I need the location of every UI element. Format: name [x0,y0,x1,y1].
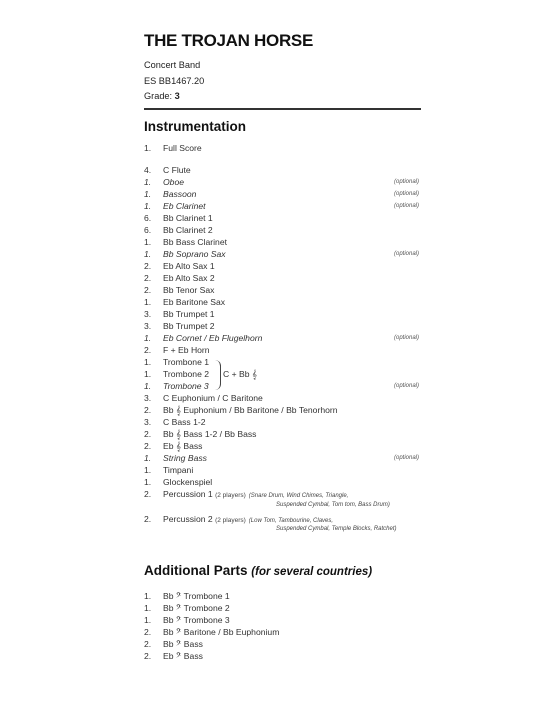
part-count: 3. [144,321,152,331]
part-name: Timpani [163,465,194,475]
part-name: C Euphonium / C Baritone [163,393,263,403]
optional-label: (optional) [394,455,420,461]
part-count: 1. [144,357,152,367]
part-name: C Flute [163,165,191,175]
optional-label: (optional) [394,383,420,389]
percussion-details: (Low Tom, Tambourine, Claves, [248,518,334,524]
part-name: Trombone 2 [163,369,210,379]
part-name: Eb Alto Sax 1 [163,261,215,271]
optional-label: (optional) [394,203,420,209]
page-title: THE TROJAN HORSE [144,31,313,50]
grade-label: Grade: [144,91,173,101]
part-count: 1. [144,591,152,601]
part-name: Full Score [163,143,202,153]
part-name: Bb Clarinet 1 [163,213,213,223]
part-count: 4. [144,165,152,175]
part-count: 1. [144,333,152,343]
part-count: 1. [144,297,152,307]
grade [144,91,180,101]
part-name: Bb Trumpet 2 [163,321,215,331]
part-count: 2. [144,489,152,499]
catalog-code: ES BB1467.20 [144,76,205,86]
part-name: Eb Baritone Sax [163,297,226,307]
part-count: 1. [144,369,152,379]
part-name: Glockenspiel [163,477,213,487]
additional-parts-heading [144,563,372,578]
header-divider [144,108,421,110]
additional-heading-text: Additional Parts [144,563,248,578]
part-count: 2. [144,627,152,637]
part-name: Bb Trumpet 1 [163,309,215,319]
part-count: 2. [144,441,152,451]
part-name: Trombone 1 [163,357,210,367]
part-name: Bb 𝄢 Trombone 2 [163,603,230,613]
optional-label: (optional) [394,191,420,197]
optional-label: (optional) [394,335,420,341]
part-count: 1. [144,189,152,199]
part-count: 6. [144,225,152,235]
optional-label: (optional) [394,179,420,185]
percussion-details: (Snare Drum, Wind Chimes, Triangle, [248,493,349,499]
part-count: 1. [144,453,152,463]
percussion-details-cont: Suspended Cymbal, Tom tom, Bass Drum) [276,502,390,508]
part-count: 1. [144,177,152,187]
grade-value: 3 [174,91,180,101]
part-count: 1. [144,201,152,211]
part-name: F + Eb Horn [163,345,210,355]
part-count: 1. [144,143,152,153]
part-count: 1. [144,615,152,625]
part-count: 1. [144,477,152,487]
part-count: 3. [144,309,152,319]
trombone-group-label: C + Bb 𝄞 [223,369,257,379]
part-name: Bb 𝄞 Bass 1-2 / Bb Bass [163,429,257,439]
part-name: Bb Clarinet 2 [163,225,213,235]
player-count: (2 players) [215,492,246,499]
part-count: 1. [144,603,152,613]
part-count: 2. [144,285,152,295]
instrumentation-heading: Instrumentation [144,119,247,134]
part-count: 2. [144,429,152,439]
part-count: 2. [144,651,152,661]
part-count: 1. [144,237,152,247]
optional-label: (optional) [394,251,420,257]
part-count: 6. [144,213,152,223]
part-count: 1. [144,381,152,391]
part-name: Percussion 2 [163,514,213,524]
part-name: Bassoon [163,189,197,199]
part-count: 1. [144,249,152,259]
part-count: 3. [144,417,152,427]
part-name: String Bass [163,453,207,463]
part-count: 3. [144,393,152,403]
part-name: Eb 𝄢 Bass [163,651,203,661]
part-count: 2. [144,273,152,283]
part-name: Bb Soprano Sax [163,249,226,259]
part-name: Bb 𝄢 Baritone / Bb Euphonium [163,627,280,637]
part-count: 2. [144,345,152,355]
part-name: Bb 𝄞 Euphonium / Bb Baritone / Bb Tenorhorn [163,405,338,415]
part-count: 2. [144,639,152,649]
part-name: Eb 𝄞 Bass [163,441,203,451]
ensemble-type: Concert Band [144,60,201,70]
part-count: 2. [144,514,152,524]
percussion-details-cont: Suspended Cymbal, Temple Blocks, Ratchet) [276,526,397,532]
part-name: Bb Tenor Sax [163,285,215,295]
part-name: Eb Clarinet [163,201,206,211]
trombone-brace [214,360,221,390]
part-name: Oboe [163,177,185,187]
part-name: Bb Bass Clarinet [163,237,228,247]
part-name: Eb Cornet / Eb Flugelhorn [163,333,263,343]
part-name: Trombone 3 [163,381,209,391]
part-name: C Bass 1-2 [163,417,206,427]
additional-subheading: (for several countries) [251,566,373,578]
part-count: 1. [144,465,152,475]
part-count: 2. [144,261,152,271]
part-name: Percussion 1 [163,489,213,499]
part-name: Eb Alto Sax 2 [163,273,215,283]
part-name: Bb 𝄢 Bass [163,639,203,649]
player-count: (2 players) [215,517,246,524]
part-name: Bb 𝄢 Trombone 1 [163,591,230,601]
part-count: 2. [144,405,152,415]
part-name: Bb 𝄢 Trombone 3 [163,615,230,625]
